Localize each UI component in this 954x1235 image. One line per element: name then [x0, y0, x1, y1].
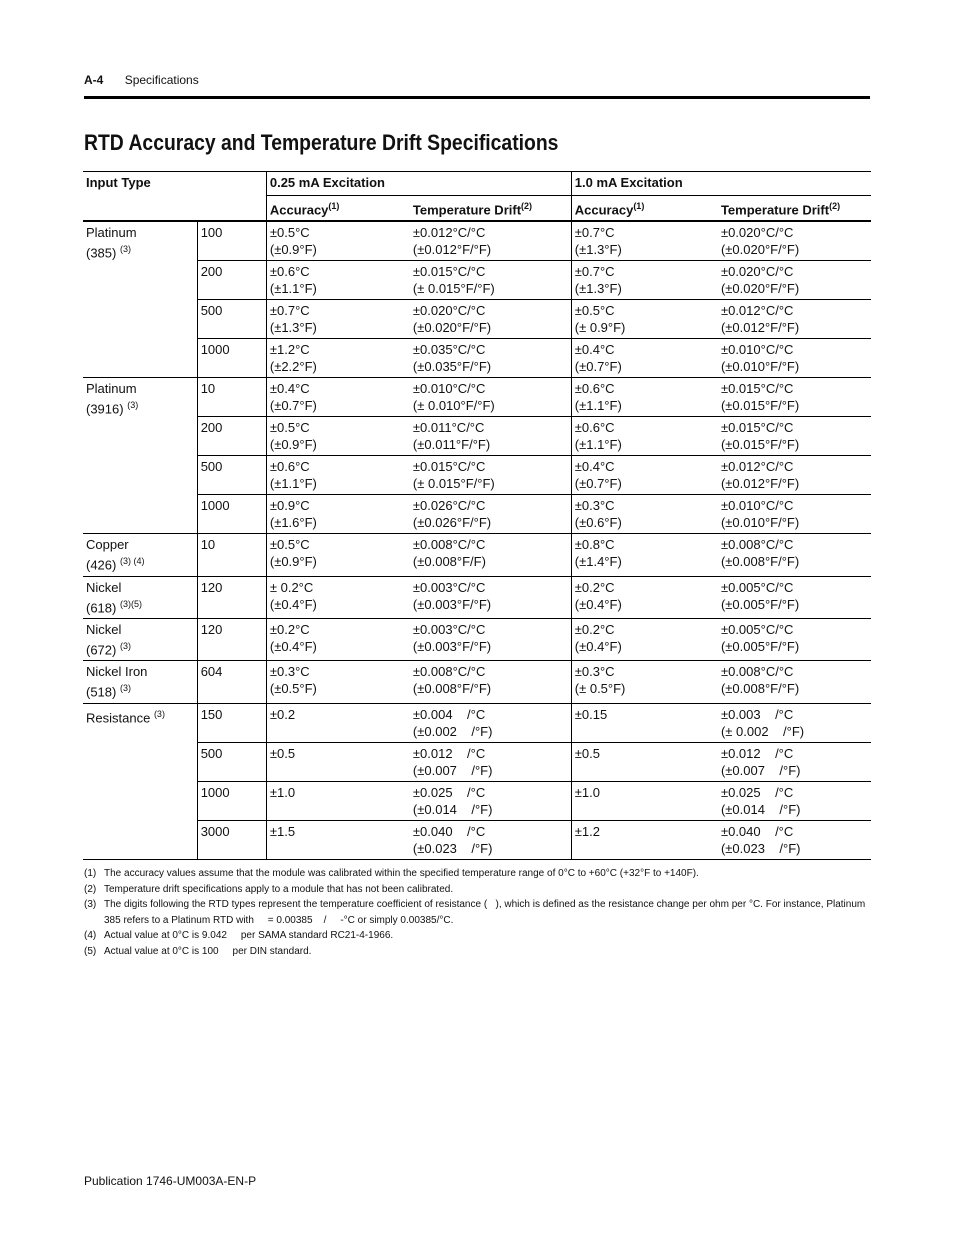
accuracy-10-cell: ±0.5°C (± 0.9°F) [571, 300, 718, 339]
ohms-cell: 10 [197, 378, 266, 417]
header-rule [84, 96, 870, 99]
rtd-type-cell: Nickel Iron (518) $^{(3)}$ [83, 661, 197, 703]
drift-025-cell: ±0.025 /°C (±0.014 /°F) [410, 781, 571, 820]
drift-025-cell: ±0.008°C/°C (±0.008°F/°F) [410, 661, 571, 703]
drift-10-cell: ±0.020°C/°C (±0.020°F/°F) [718, 261, 871, 300]
ohms-cell: 200 [197, 417, 266, 456]
footnote: (2) Temperature drift specifications apply to a module that has not been calibrated. [84, 883, 454, 895]
rtd-type-cell: Nickel (672) $^{(3)}$ [83, 618, 197, 660]
accuracy-025-cell: ±1.2°C (±2.2°F) [266, 339, 410, 378]
table-row [83, 781, 871, 820]
drift-10-cell: ±0.025 /°C (±0.014 /°F) [718, 781, 871, 820]
accuracy-025-cell: ±1.0 [266, 781, 410, 820]
ohms-cell: 500 [197, 742, 266, 781]
drift-025-cell: ±0.015°C/°C (± 0.015°F/°F) [410, 456, 571, 495]
drift-10-cell: ±0.015°C/°C (±0.015°F/°F) [718, 417, 871, 456]
drift-header: Temperature Drift$^{(2)}$ [410, 196, 571, 222]
footnote: (4) Actual value at 0°C is 9.042 per SAMA standard RC21-4-1966. [84, 930, 394, 941]
table-row [83, 300, 871, 339]
accuracy-025-cell: ±0.2°C (±0.4°F) [266, 618, 410, 660]
accuracy-10-cell: ±1.0 [571, 781, 718, 820]
drift-10-cell: ±0.040 /°C (±0.023 /°F) [718, 820, 871, 859]
drift-10-cell: ±0.003 /°C (± 0.002 /°F) [718, 703, 871, 742]
drift-025-cell: ±0.040 /°C (±0.023 /°F) [410, 820, 571, 859]
accuracy-025-cell: ±0.3°C (±0.5°F) [266, 661, 410, 703]
ohms-cell: 500 [197, 456, 266, 495]
accuracy-025-cell: ±0.5 [266, 742, 410, 781]
accuracy-10-cell: ±0.3°C (± 0.5°F) [571, 661, 718, 703]
ohms-cell: 150 [197, 703, 266, 742]
footnote: (5) Actual value at 0°C is 100 per DIN standard. [84, 945, 312, 957]
rtd-type-cell: Resistance $^{(3)}$ [83, 703, 197, 859]
table-row [83, 495, 871, 534]
drift-header: Temperature Drift$^{(2)}$ [718, 196, 871, 222]
excitation-10-header: 1.0 mA Excitation [571, 172, 871, 196]
ohms-cell: 10 [197, 534, 266, 576]
rtd-type-cell: Platinum (3916) $^{(3)}$ [83, 378, 197, 534]
table-row [83, 378, 871, 417]
drift-025-cell: ±0.035°C/°C (±0.035°F/°F) [410, 339, 571, 378]
table-row [83, 417, 871, 456]
drift-10-cell: ±0.008°C/°C (±0.008°F/°F) [718, 534, 871, 576]
ohms-cell: 500 [197, 300, 266, 339]
table-row [83, 576, 871, 618]
section-name: Specifications [124, 73, 199, 87]
accuracy-header: Accuracy$^{(1)}$ [266, 196, 410, 222]
accuracy-025-cell: ±0.9°C (±1.6°F) [266, 495, 410, 534]
drift-025-cell: ±0.010°C/°C (± 0.010°F/°F) [410, 378, 571, 417]
accuracy-10-cell: ±0.8°C (±1.4°F) [571, 534, 718, 576]
page-number: A-4 [84, 73, 104, 87]
accuracy-025-cell: ±0.2 [266, 703, 410, 742]
accuracy-025-cell: ±0.4°C (±0.7°F) [266, 378, 410, 417]
accuracy-025-cell: ±1.5 [266, 820, 410, 859]
table-row [83, 339, 871, 378]
ohms-cell: 200 [197, 261, 266, 300]
spec-table [83, 171, 871, 860]
rtd-type-cell: Platinum (385) $^{(3)}$ [83, 221, 197, 378]
table-row [83, 221, 871, 261]
page-header [84, 73, 199, 87]
accuracy-10-cell: ±0.6°C (±1.1°F) [571, 378, 718, 417]
accuracy-10-cell: ±0.5 [571, 742, 718, 781]
accuracy-header: Accuracy$^{(1)}$ [571, 196, 718, 222]
drift-10-cell: ±0.010°C/°C (±0.010°F/°F) [718, 495, 871, 534]
accuracy-025-cell: ±0.5°C (±0.9°F) [266, 534, 410, 576]
drift-10-cell: ±0.005°C/°C (±0.005°F/°F) [718, 576, 871, 618]
accuracy-025-cell: ±0.5°C (±0.9°F) [266, 417, 410, 456]
rtd-type-cell: Copper (426) $^{(3) (4)}$ [83, 534, 197, 576]
drift-10-cell: ±0.010°C/°C (±0.010°F/°F) [718, 339, 871, 378]
footnote: (3) The digits following the RTD types represent the temperature coefficient of resistance ( ), which is defined as the resistance change per ohm per °C. For instance, Platinum 385 refers to a Platinum RTD with = 0.00385 / -°C or simply 0.00385/°C. [84, 899, 869, 926]
drift-10-cell: ±0.005°C/°C (±0.005°F/°F) [718, 618, 871, 660]
drift-10-cell: ±0.008°C/°C (±0.008°F/°F) [718, 661, 871, 703]
accuracy-025-cell: ±0.6°C (±1.1°F) [266, 456, 410, 495]
table-row [83, 618, 871, 660]
accuracy-025-cell: ±0.5°C (±0.9°F) [266, 221, 410, 261]
drift-10-cell: ±0.012 /°C (±0.007 /°F) [718, 742, 871, 781]
accuracy-025-cell: ±0.6°C (±1.1°F) [266, 261, 410, 300]
publication-footer: Publication 1746-UM003A-EN-P [84, 1174, 257, 1188]
accuracy-10-cell: ±0.15 [571, 703, 718, 742]
drift-10-cell: ±0.020°C/°C (±0.020°F/°F) [718, 221, 871, 261]
rtd-type-cell: Nickel (618) $^{(3)(5)}$ [83, 576, 197, 618]
ohms-cell: 604 [197, 661, 266, 703]
table-row [83, 742, 871, 781]
drift-025-cell: ±0.012°C/°C (±0.012°F/°F) [410, 221, 571, 261]
drift-10-cell: ±0.012°C/°C (±0.012°F/°F) [718, 456, 871, 495]
drift-025-cell: ±0.011°C/°C (±0.011°F/°F) [410, 417, 571, 456]
ohms-cell: 3000 [197, 820, 266, 859]
blank-header [83, 196, 266, 222]
table-row [83, 703, 871, 742]
footnote: (1) The accuracy values assume that the module was calibrated within the specified temperature range of 0°C to +60°C (+32°F to +140F). [84, 868, 699, 879]
table-row [83, 456, 871, 495]
table-row [83, 820, 871, 859]
drift-025-cell: ±0.003°C/°C (±0.003°F/°F) [410, 576, 571, 618]
drift-025-cell: ±0.015°C/°C (± 0.015°F/°F) [410, 261, 571, 300]
drift-10-cell: ±0.012°C/°C (±0.012°F/°F) [718, 300, 871, 339]
input-type-header: Input Type [83, 172, 266, 196]
footnotes [84, 866, 884, 959]
drift-025-cell: ±0.003°C/°C (±0.003°F/°F) [410, 618, 571, 660]
accuracy-10-cell: ±0.7°C (±1.3°F) [571, 221, 718, 261]
accuracy-10-cell: ±0.4°C (±0.7°F) [571, 339, 718, 378]
drift-025-cell: ±0.020°C/°C (±0.020°F/°F) [410, 300, 571, 339]
accuracy-025-cell: ±0.7°C (±1.3°F) [266, 300, 410, 339]
ohms-cell: 120 [197, 618, 266, 660]
accuracy-10-cell: ±0.2°C (±0.4°F) [571, 618, 718, 660]
ohms-cell: 1000 [197, 495, 266, 534]
table-row [83, 534, 871, 576]
table-row [83, 661, 871, 703]
accuracy-10-cell: ±0.3°C (±0.6°F) [571, 495, 718, 534]
ohms-cell: 1000 [197, 339, 266, 378]
drift-025-cell: ±0.004 /°C (±0.002 /°F) [410, 703, 571, 742]
accuracy-10-cell: ±0.6°C (±1.1°F) [571, 417, 718, 456]
accuracy-025-cell: ± 0.2°C (±0.4°F) [266, 576, 410, 618]
drift-025-cell: ±0.026°C/°C (±0.026°F/°F) [410, 495, 571, 534]
drift-10-cell: ±0.015°C/°C (±0.015°F/°F) [718, 378, 871, 417]
accuracy-10-cell: ±0.7°C (±1.3°F) [571, 261, 718, 300]
accuracy-10-cell: ±0.4°C (±0.7°F) [571, 456, 718, 495]
table-row [83, 261, 871, 300]
ohms-cell: 1000 [197, 781, 266, 820]
page-title: RTD Accuracy and Temperature Drift Specifications [84, 130, 559, 155]
excitation-025-header: 0.25 mA Excitation [266, 172, 571, 196]
accuracy-10-cell: ±0.2°C (±0.4°F) [571, 576, 718, 618]
ohms-cell: 120 [197, 576, 266, 618]
drift-025-cell: ±0.012 /°C (±0.007 /°F) [410, 742, 571, 781]
ohms-cell: 100 [197, 221, 266, 261]
accuracy-10-cell: ±1.2 [571, 820, 718, 859]
drift-025-cell: ±0.008°C/°C (±0.008°F/F) [410, 534, 571, 576]
